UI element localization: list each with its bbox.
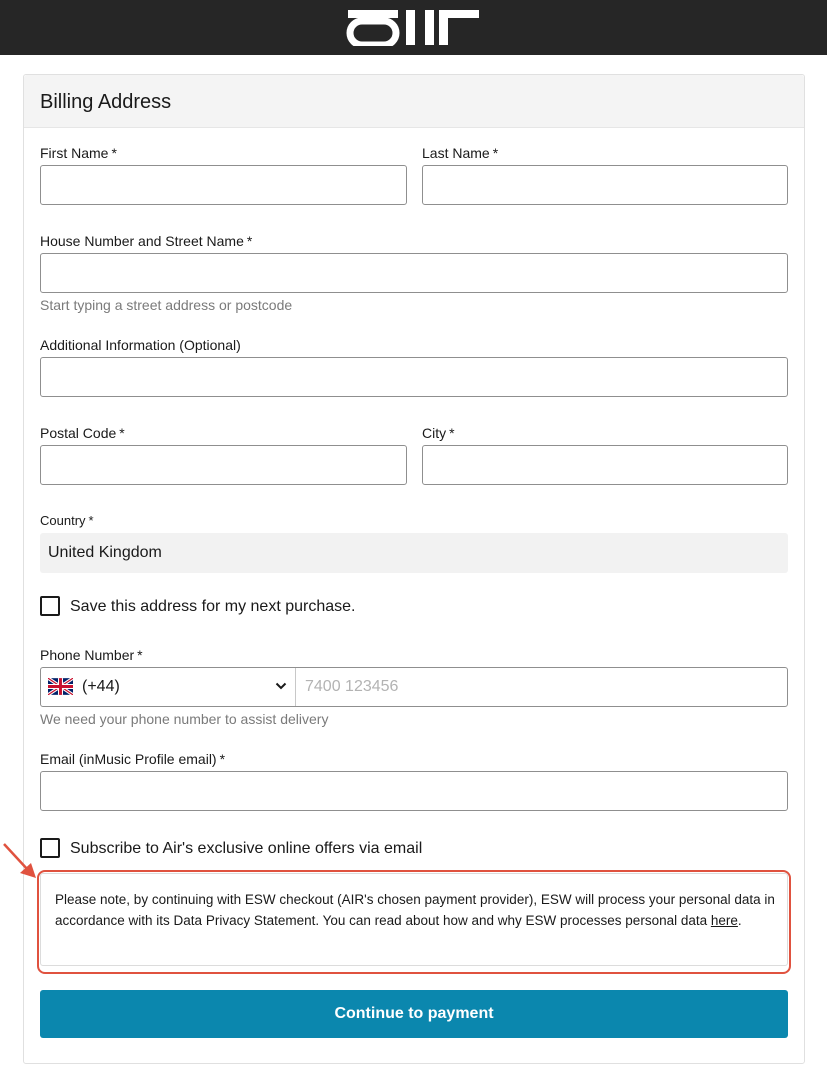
- annotation-arrow-icon: [2, 842, 38, 880]
- top-bar: [0, 0, 827, 55]
- city-label: City *: [422, 425, 455, 441]
- additional-info-input[interactable]: [40, 357, 788, 397]
- last-name-label: Last Name *: [422, 145, 499, 161]
- first-name-input[interactable]: [40, 165, 407, 205]
- first-name-label: First Name *: [40, 145, 117, 161]
- phone-label: Phone Number *: [40, 647, 143, 663]
- email-input[interactable]: [40, 771, 788, 811]
- country-code-select[interactable]: [41, 668, 296, 706]
- air-logo[interactable]: [346, 8, 482, 46]
- subscribe-checkbox[interactable]: [40, 838, 60, 858]
- country-field: [40, 533, 788, 573]
- save-address-label[interactable]: Save this address for my next purchase.: [70, 598, 356, 615]
- country-value: United Kingdom: [48, 544, 162, 561]
- privacy-notice: [40, 873, 788, 966]
- street-input[interactable]: [40, 253, 788, 293]
- page-title: Billing Address: [40, 91, 172, 113]
- save-address-checkbox[interactable]: [40, 596, 60, 616]
- phone-field: [40, 667, 788, 707]
- postal-code-input[interactable]: [40, 445, 407, 485]
- subscribe-label[interactable]: Subscribe to Air's exclusive online offers via email: [70, 840, 423, 857]
- postal-code-label: Postal Code *: [40, 425, 125, 441]
- card-header: [24, 75, 804, 128]
- phone-hint: We need your phone number to assist delivery: [40, 711, 329, 727]
- email-label: Email (inMusic Profile email) *: [40, 751, 226, 767]
- privacy-notice-text: Please note, by continuing with ESW checkout (AIR's chosen payment provider), ESW will process your personal data in accordance with its Data Privacy Statement. You can read about how and why ESW processes personal data here.: [55, 892, 775, 928]
- continue-to-payment-button[interactable]: Continue to payment: [40, 990, 788, 1038]
- country-label: Country *: [40, 513, 94, 528]
- chevron-down-icon: [275, 681, 287, 691]
- phone-number-input[interactable]: [297, 668, 787, 706]
- last-name-input[interactable]: [422, 165, 788, 205]
- additional-info-label: Additional Information (Optional): [40, 337, 241, 353]
- street-label: House Number and Street Name *: [40, 233, 253, 249]
- city-input[interactable]: [422, 445, 788, 485]
- privacy-here-link[interactable]: here: [710, 913, 738, 928]
- street-hint: Start typing a street address or postcode: [40, 297, 293, 313]
- country-code-text: (+44): [82, 678, 120, 695]
- uk-flag-icon: [48, 678, 73, 695]
